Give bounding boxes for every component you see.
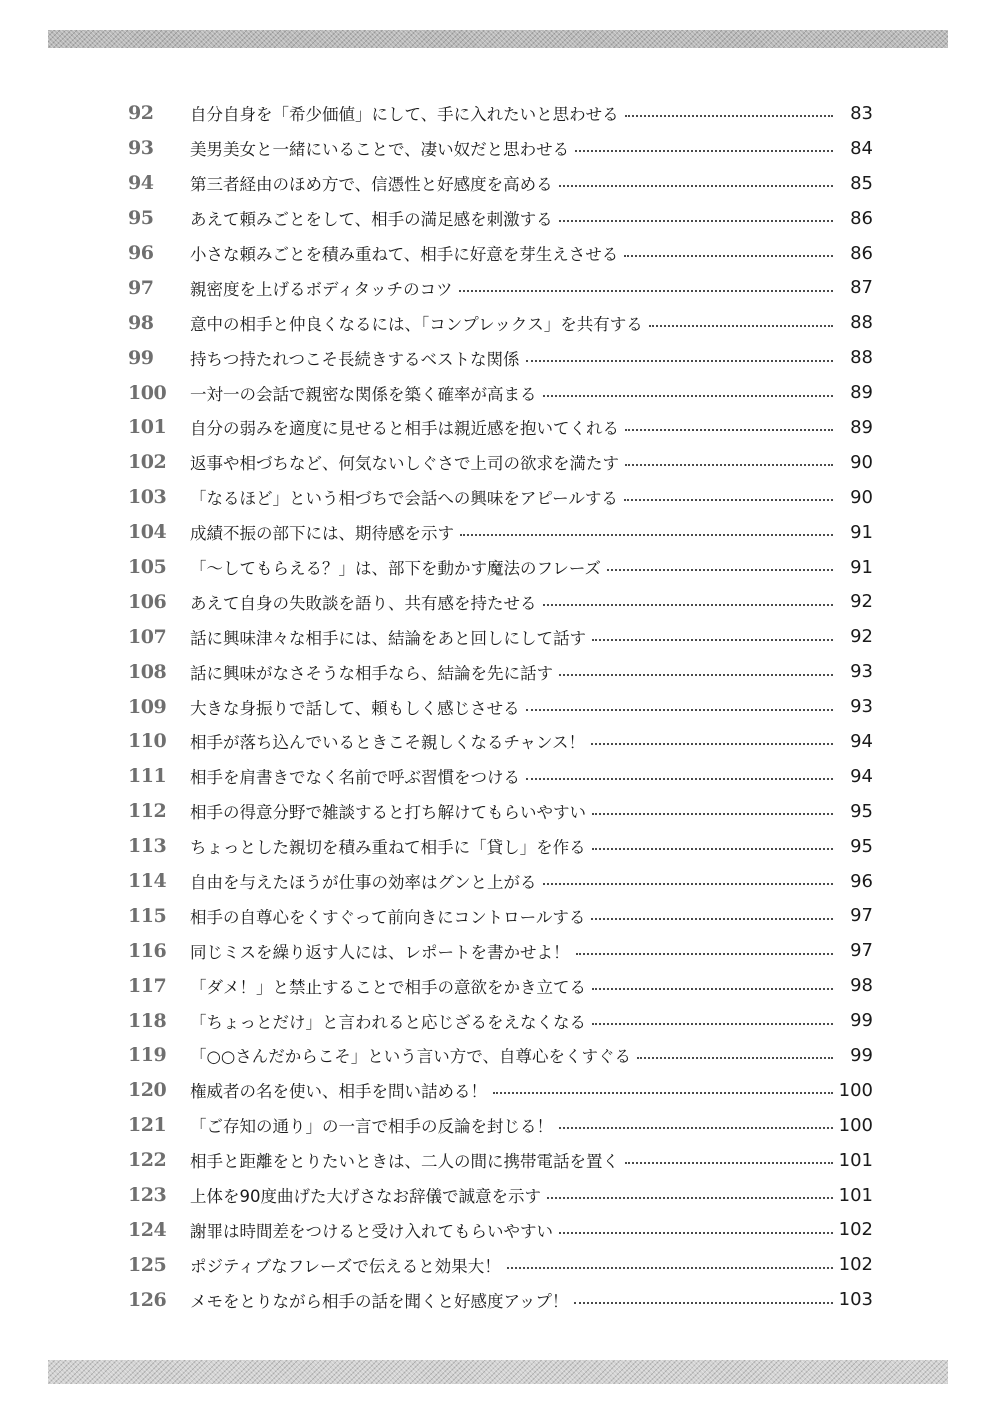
toc-entry-number: 107 [128,625,167,648]
toc-entry-title: 親密度を上げるボディタッチのコツ [190,279,453,299]
toc-entry-number: 120 [128,1079,167,1102]
toc-dot-leader [543,395,834,397]
toc-entry-number: 93 [128,137,154,160]
toc-entry-number: 103 [128,486,167,509]
toc-entry-number: 100 [128,381,167,404]
toc-entry-title: 持ちつ持たれつこそ長続きするベストな関係 [190,349,520,369]
toc-entry-page-number: 100 [838,1079,873,1101]
top-header-band [48,30,948,48]
toc-entry-number: 111 [128,765,167,788]
toc-dot-leader [625,1162,833,1164]
toc-entry-title: 「なるほど」という相づちで会話への興味をアピールする [190,489,618,509]
toc-entry-page-number: 100 [838,1114,873,1136]
toc-entry [128,933,873,968]
toc-dot-leader [625,115,833,117]
toc-entry-page-number: 95 [850,800,873,822]
toc-entry [128,654,873,689]
toc-dot-leader [526,778,833,780]
toc-entry-title: 「○○さんだからこそ」という言い方で、自尊心をくすぐる [190,1047,631,1067]
toc-dot-leader [624,255,833,257]
toc-entry-number: 108 [128,660,167,683]
toc-dot-leader [592,848,833,850]
toc-entry [128,1143,873,1178]
toc-entry-page-number: 99 [850,1010,873,1032]
toc-entry-title: 自分の弱みを適度に見せると相手は親近感を抱いてくれる [190,419,619,439]
toc-entry-page-number: 91 [850,521,873,543]
toc-entry-number: 101 [128,416,167,439]
toc-entry-number: 106 [128,590,167,613]
toc-entry-title: 相手が落ち込んでいるときこそ親しくなるチャンス！ [190,733,586,753]
toc-entry [128,375,873,410]
toc-entry-number: 124 [128,1218,167,1241]
toc-entry-title: 大きな身振りで話して、頼もしく感じさせる [190,698,520,718]
toc-entry-page-number: 93 [850,661,873,683]
toc-entry [128,759,873,794]
toc-entry-number: 97 [128,276,154,299]
toc-entry-page-number: 95 [850,835,873,857]
toc-entry [128,515,873,550]
bottom-footer-band [48,1360,948,1384]
toc-dot-leader [526,360,833,362]
toc-entry-page-number: 92 [850,591,873,613]
table-of-contents [128,96,873,1317]
toc-entry-number: 116 [128,939,167,962]
toc-entry-page-number: 90 [850,486,873,508]
toc-dot-leader [591,918,833,920]
toc-entry-title: ちょっとした親切を積み重ねて相手に「貸し」を作る [190,838,586,858]
toc-entry-title: 一対一の会話で親密な関係を築く確率が高まる [190,384,537,404]
toc-entry-title: ポジティブなフレーズで伝えると効果大！ [190,1256,501,1276]
toc-entry-page-number: 98 [850,975,873,997]
toc-entry [128,131,873,166]
toc-entry [128,584,873,619]
toc-entry-title: あえて自身の失敗談を語り、共有感を持たせる [190,593,537,613]
toc-entry-number: 104 [128,521,167,544]
toc-entry-title: 上体を90度曲げた大げさなお辞儀で誠意を示す [190,1187,541,1207]
toc-entry-title: 美男美女と一緒にいることで、凄い奴だと思わせる [190,140,570,160]
toc-entry-page-number: 83 [850,102,873,124]
toc-dot-leader [547,1197,833,1199]
toc-dot-leader [592,813,833,815]
toc-entry-page-number: 87 [850,277,873,299]
toc-entry-number: 95 [128,207,154,230]
toc-entry-page-number: 96 [850,870,873,892]
toc-dot-leader [591,743,833,745]
toc-entry [128,1108,873,1143]
toc-entry-title: 小さな頼みごとを積み重ねて、相手に好意を芽生えさせる [190,245,619,264]
toc-entry [128,305,873,340]
toc-dot-leader [592,988,833,990]
toc-entry-page-number: 101 [838,1184,873,1206]
toc-entry-title: 話に興味がなさそうな相手なら、結論を先に話す [190,663,553,683]
toc-entry-title: 相手の自尊心をくすぐって前向きにコントロールする [190,907,586,927]
toc-entry-number: 117 [128,974,167,997]
toc-entry-number: 126 [128,1288,167,1311]
toc-entry [128,1178,873,1213]
toc-entry-title: 成績不振の部下には、期待感を示す [190,524,454,544]
toc-entry-number: 121 [128,1114,167,1137]
toc-entry-number: 112 [128,800,167,823]
toc-dot-leader [637,1057,833,1059]
toc-dot-leader [576,953,834,955]
toc-entry-title: 第三者経由のほめ方で、信憑性と好感度を高める [190,175,553,195]
toc-entry [128,968,873,1003]
toc-entry [128,201,873,236]
toc-entry-title: 相手の得意分野で雑談すると打ち解けてもらいやすい [190,803,586,823]
toc-entry [128,689,873,724]
toc-entry [128,410,873,445]
toc-entry-number: 96 [128,242,154,264]
toc-entry-number: 119 [128,1044,167,1067]
toc-entry-page-number: 101 [838,1149,873,1171]
toc-entry-number: 102 [128,451,167,474]
toc-entry-page-number: 97 [850,905,873,927]
toc-entry-number: 105 [128,556,167,579]
toc-entry-page-number: 93 [850,696,873,718]
toc-entry-page-number: 99 [850,1044,873,1066]
toc-entry [128,1282,873,1317]
toc-dot-leader [543,883,834,885]
toc-entry-number: 99 [128,346,154,369]
toc-entry-number: 125 [128,1253,167,1276]
toc-entry-title: 話に興味津々な相手には、結論をあと回しにして話す [190,628,586,648]
toc-entry-number: 114 [128,870,167,893]
toc-entry-number: 118 [128,1009,167,1032]
toc-entry-number: 94 [128,172,154,195]
toc-entry-title: 「ダメ！」と禁止することで相手の意欲をかき立てる [190,977,586,997]
toc-dot-leader [559,1232,833,1234]
toc-entry-page-number: 89 [850,416,873,438]
toc-entry-page-number: 103 [838,1289,873,1311]
toc-entry [128,550,873,585]
toc-entry [128,1073,873,1108]
toc-entry [128,270,873,305]
toc-dot-leader [592,639,833,641]
toc-entry [128,829,873,864]
toc-entry-title: 「ちょっとだけ」と言われると応じざるをえなくなる [190,1012,586,1032]
toc-dot-leader [559,674,833,676]
toc-entry-title: 「〜してもらえる？」は、部下を動かす魔法のフレーズ [190,559,602,579]
toc-entry-number: 98 [128,311,154,334]
toc-entry-page-number: 94 [850,765,873,787]
toc-entry [128,724,873,759]
toc-entry-number: 92 [128,102,154,125]
toc-dot-leader [460,534,833,536]
toc-entry [128,794,873,829]
toc-entry-title: 自由を与えたほうが仕事の効率はグンと上がる [190,873,537,893]
toc-entry [128,236,873,271]
toc-dot-leader [625,429,833,431]
toc-entry-page-number: 102 [838,1219,873,1241]
toc-entry-page-number: 85 [850,172,873,194]
toc-entry-page-number: 86 [850,242,873,264]
toc-dot-leader [592,1023,833,1025]
toc-dot-leader [543,604,834,606]
toc-entry-page-number: 90 [850,451,873,473]
toc-entry [128,1003,873,1038]
toc-entry [128,445,873,480]
toc-entry-number: 122 [128,1149,167,1172]
toc-entry-page-number: 88 [850,312,873,334]
toc-entry-page-number: 102 [838,1254,873,1276]
toc-entry [128,898,873,933]
toc-entry [128,619,873,654]
toc-entry-title: あえて頼みごとをして、相手の満足感を刺激する [190,210,553,230]
toc-dot-leader [559,185,833,187]
toc-dot-leader [459,290,833,292]
toc-entry-page-number: 84 [850,137,873,159]
toc-dot-leader [607,569,833,571]
toc-entry-title: 権威者の名を使い、相手を問い詰める！ [190,1082,487,1102]
toc-entry-title: 自分自身を「希少価値」にして、手に入れたいと思わせる [190,105,619,125]
toc-entry-title: 相手を肩書きでなく名前で呼ぶ習慣をつける [190,768,520,788]
toc-entry-number: 115 [128,904,167,927]
toc-entry-page-number: 97 [850,940,873,962]
toc-entry-page-number: 92 [850,626,873,648]
toc-entry-title: 相手と距離をとりたいときは、二人の間に携帯電話を置く [190,1152,619,1172]
toc-entry [128,864,873,899]
toc-entry [128,1213,873,1248]
toc-dot-leader [624,499,833,501]
toc-entry [128,480,873,515]
toc-entry-page-number: 88 [850,347,873,369]
toc-entry-number: 109 [128,695,167,718]
toc-dot-leader [493,1092,833,1094]
toc-entry-title: 謝罪は時間差をつけると受け入れてもらいやすい [190,1221,553,1241]
toc-dot-leader [649,325,833,327]
toc-dot-leader [574,1302,832,1304]
toc-entry-number: 113 [128,835,167,858]
toc-entry-page-number: 89 [850,382,873,404]
toc-entry-page-number: 86 [850,207,873,229]
toc-dot-leader [559,1127,833,1129]
toc-entry-title: メモをとりながら相手の話を聞くと好感度アップ！ [190,1291,569,1311]
toc-dot-leader [507,1267,833,1269]
toc-entry [128,1247,873,1282]
toc-entry-title: 同じミスを繰り返す人には、レポートを書かせよ！ [190,942,570,962]
toc-dot-leader [526,709,833,711]
toc-entry [128,1038,873,1073]
toc-entry-title: 返事や相づちなど、何気ないしぐさで上司の欲求を満たす [190,454,619,474]
toc-dot-leader [625,464,833,466]
toc-entry-page-number: 94 [850,730,873,752]
toc-entry-number: 110 [128,730,167,753]
toc-entry-page-number: 91 [850,556,873,578]
toc-entry [128,340,873,375]
toc-entry [128,166,873,201]
toc-entry [128,96,873,131]
toc-entry-title: 「ご存知の通り」の一言で相手の反論を封じる！ [190,1117,553,1137]
toc-dot-leader [575,150,833,152]
toc-entry-title: 意中の相手と仲良くなるには、「コンプレックス」を共有する [190,314,643,334]
toc-entry-number: 123 [128,1184,167,1207]
toc-dot-leader [559,220,833,222]
